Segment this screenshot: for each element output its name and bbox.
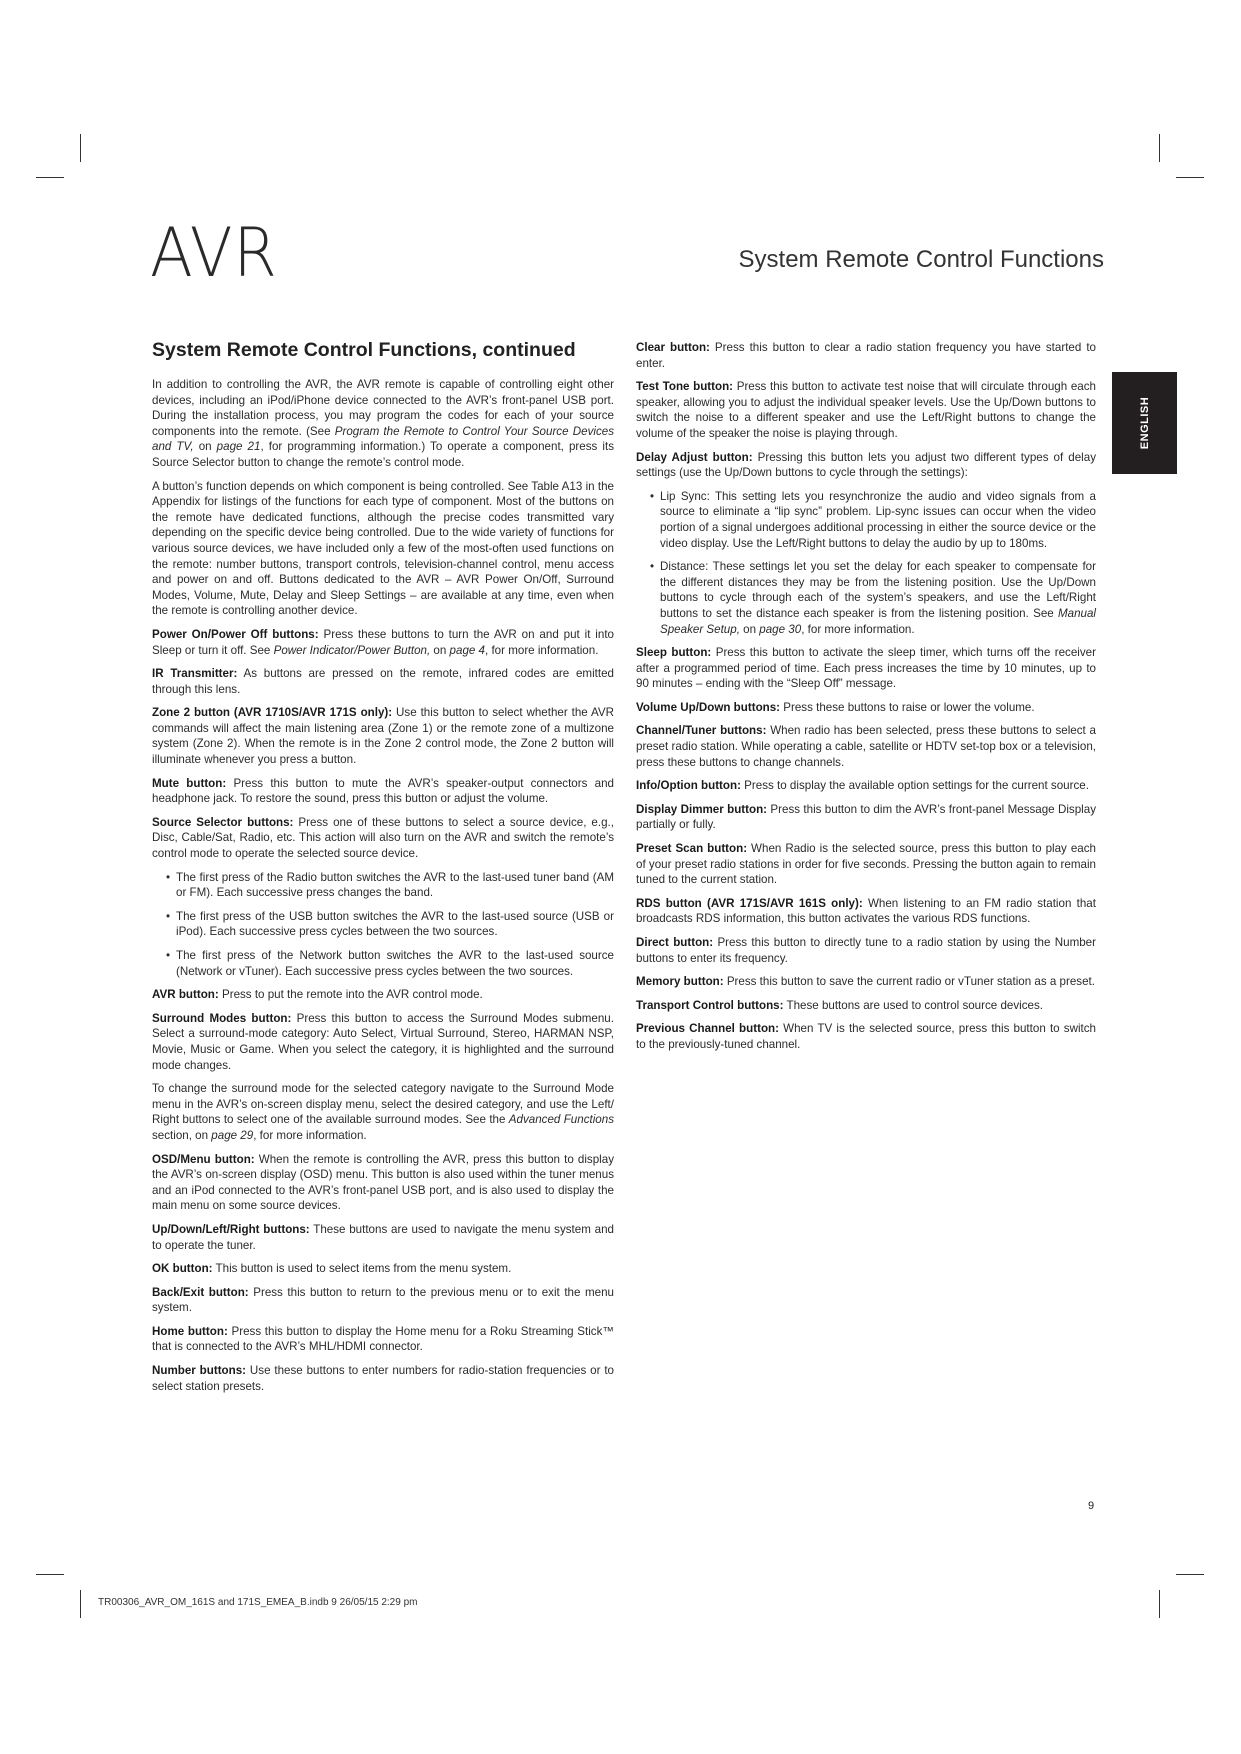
- navigation-buttons-desc: Up/Down/Left/Right buttons: These buttons are used to navigate the menu system and to operate the tuner.: [152, 1222, 614, 1252]
- cross-reference: Program the Remote to Control Your Source Devices and TV,: [152, 424, 614, 454]
- ir-transmitter-desc: IR Transmitter: As buttons are pressed on the remote, infrared codes are emitted through this lens.: [152, 667, 614, 696]
- previous-channel-desc: Previous Channel button: When TV is the selected source, press this button to switch to the previously-tuned channel.: [636, 1022, 1097, 1051]
- print-footer: TR00306_AVR_OM_161S and 171S_EMEA_B.indb 9 26/05/15 2:29 pm: [98, 1597, 418, 1608]
- surround-modes-desc: Surround Modes button: Press this button to access the Surround Modes submenu. Select a surround-mode category: Auto Select, Virtual Surround, Stereo, HARMAN NSP, Movie, Music or Game. When you select the category, it is highlighted and the surround mode changes.: [152, 1011, 614, 1072]
- power-button-desc: Power On/Power Off buttons: Press these buttons to turn the AVR on and put it into Sleep or turn it off. See Power Indicator/Power Button, on page 4, for more information.: [152, 627, 614, 657]
- language-tab: [1112, 372, 1177, 474]
- volume-buttons-desc: Volume Up/Down buttons: Press these buttons to raise or lower the volume.: [636, 700, 1035, 714]
- section-title: System Remote Control Functions, continued: [152, 339, 576, 361]
- page-reference: page 21: [216, 440, 261, 454]
- surround-change-paragraph: To change the surround mode for the selected category navigate to the Surround Mode menu in the AVR’s on-screen display menu, select the desired category, and use the Left/ Right buttons to select one of the available surround modes. See the Advanced Functions section, on page 29, for more information.: [152, 1082, 614, 1142]
- brand-logo: AVR: [150, 214, 278, 293]
- crop-mark: [80, 134, 81, 162]
- channel-tuner-desc: Channel/Tuner buttons: When radio has been selected, press these buttons to select a preset radio station. While operating a cable, satellite or HDTV set-top box or a television, press these buttons to change channels.: [636, 724, 1096, 769]
- sleep-button-desc: Sleep button: Press this button to activate the sleep timer, which turns off the receiver after a programmed period of time. Each press increases the time by 10 minutes, up to 90 minutes – ending with the “Sleep Off” message.: [636, 646, 1096, 691]
- preset-scan-desc: Preset Scan button: When Radio is the selected source, press this button to play each of your preset radio stations in order for five seconds. Pressing the button again to remain tuned to the current station.: [636, 842, 1096, 887]
- crop-mark: [1159, 134, 1160, 162]
- right-column: [636, 340, 1096, 1061]
- crop-mark: [80, 1590, 81, 1618]
- function-paragraph: A button’s function depends on which component is being controlled. See Table A13 in the Appendix for listings of the functions for each type of component. Most of the buttons on the remote have dedicated functions, although the precise codes transmitted vary depending on the specific device being controlled. Due to the wide variety of functions for various source devices, we have included only a few of the most-often used functions on the remote: number buttons, transport controls, television-channel control, menu access and power on and off. Buttons dedicated to the AVR – AVR Power On/Off, Surround Modes, Volume, Mute, Delay and Sleep Settings – are available at any time, even when the remote is controlling another device.: [152, 479, 614, 618]
- home-button-desc: Home button: Press this button to display the Home menu for a Roku Streaming Stick™ that is connected to the AVR’s MHL/HDMI connector.: [152, 1324, 614, 1354]
- bullet-item: • The first press of the Network button switches the AVR to the last-used source (Network or vTuner). Each successive press cycles between the two sources.: [166, 949, 614, 978]
- zone2-button-desc: Zone 2 button (AVR 1710S/AVR 171S only): Use this button to select whether the AVR commands will affect the main listening area (Zone 1) or the remote zone of a multizone system (Zone 2). When the remote is in the Zone 2 control mode, the Zone 2 button will illuminate whenever you press a button.: [152, 706, 614, 767]
- bullet-item: • The first press of the USB button switches the AVR to the last-used source (USB or iPod). Each successive press cycles between the two sources.: [166, 909, 614, 939]
- page-number: 9: [1088, 1500, 1095, 1512]
- direct-button-desc: Direct button: Press this button to directly tune to a radio station by using the Number buttons to enter its frequency.: [636, 936, 1096, 965]
- left-column: [152, 377, 614, 1402]
- language-tab-label: ENGLISH: [1138, 396, 1151, 450]
- crop-mark: [1159, 1590, 1160, 1618]
- memory-button-desc: Memory button: Press this button to save the current radio or vTuner station as a preset.: [636, 975, 1095, 989]
- ok-button-desc: OK button: This button is used to select items from the menu system.: [152, 1262, 512, 1276]
- back-exit-desc: Back/Exit button: Press this button to return to the previous menu or to exit the menu system.: [152, 1285, 614, 1315]
- info-option-desc: Info/Option button: Press to display the available option settings for the current source.: [636, 779, 1089, 793]
- crop-mark: [1176, 177, 1204, 178]
- bullet-item: • The first press of the Radio button switches the AVR to the last-used tuner band (AM or FM). Each successive press changes the band.: [166, 870, 614, 900]
- osd-menu-desc: OSD/Menu button: When the remote is controlling the AVR, press this button to display the AVR’s on-screen display (OSD) menu. This button is also used within the tuner menus and an iPod connected to the AVR’s front-panel USB port, and is also used to display the main menu on some source devices.: [152, 1152, 614, 1213]
- header-title: System Remote Control Functions: [738, 246, 1104, 273]
- crop-mark: [1176, 1574, 1204, 1575]
- clear-button-desc: Clear button: Press this button to clear a radio station frequency you have started to enter.: [636, 341, 1096, 370]
- crop-mark: [36, 177, 64, 178]
- intro-paragraph: In addition to controlling the AVR, the AVR remote is capable of controlling eight other devices, including an iPod/iPhone device connected to the AVR’s front-panel USB port. During the installation process, you may program the codes for each of your source components into the remote. (See Program the Remote to Control Your Source Devices and TV, on page 21, for programming information.) To operate a component, press its Source Selector button to change the remote’s control mode.: [152, 378, 614, 469]
- number-buttons-desc: Number buttons: Use these buttons to enter numbers for radio-station frequencies or to select station presets.: [152, 1364, 614, 1393]
- test-tone-desc: Test Tone button: Press this button to activate test noise that will circulate through each speaker, allowing you to adjust the individual speaker levels. Use the Up/Down buttons to switch the noise to a different speaker and use the Left/Right buttons to change the volume of the speaker the noise is playing through.: [636, 380, 1096, 440]
- delay-adjust-desc: Delay Adjust button: Pressing this button lets you adjust two different types of delay settings (use the Up/Down buttons to cycle through the settings):: [636, 450, 1096, 480]
- transport-control-desc: Transport Control buttons: These buttons are used to control source devices.: [636, 998, 1043, 1012]
- display-dimmer-desc: Display Dimmer button: Press this button to dim the AVR’s front-panel Message Display partially or fully.: [636, 802, 1097, 832]
- bullet-item: • Distance: These settings let you set the delay for each speaker to compensate for the different distances they may be from the listening position. Use the Up/Down buttons to cycle through each of the system’s speakers, and use the Left/Right buttons to set the distance each speaker is from the listening position. See Manual Speaker Setup, on page 30, for more information.: [650, 560, 1096, 636]
- mute-button-desc: Mute button: Press this button to mute the AVR’s speaker-output connectors and headphone jack. To restore the sound, press this button or adjust the volume.: [152, 776, 614, 806]
- crop-mark: [36, 1574, 64, 1575]
- avr-button-desc: AVR button: Press to put the remote into the AVR control mode.: [152, 988, 483, 1002]
- source-selector-desc: Source Selector buttons: Press one of these buttons to select a source device, e.g., Disc, Cable/Sat, Radio, etc. This action will also turn on the AVR and switch the remote’s control mode to operate the selected source device.: [152, 815, 614, 861]
- rds-button-desc: RDS button (AVR 171S/AVR 161S only): When listening to an FM radio station that broadcasts RDS information, this button activates the various RDS functions.: [636, 896, 1096, 926]
- bullet-item: • Lip Sync: This setting lets you resynchronize the audio and video signals from a source to eliminate a “lip sync” problem. Lip-sync issues can occur when the video portion of a signal undergoes additional processing in either the source device or the video display. Use the Left/Right buttons to delay the audio by up to 180ms.: [650, 489, 1096, 550]
